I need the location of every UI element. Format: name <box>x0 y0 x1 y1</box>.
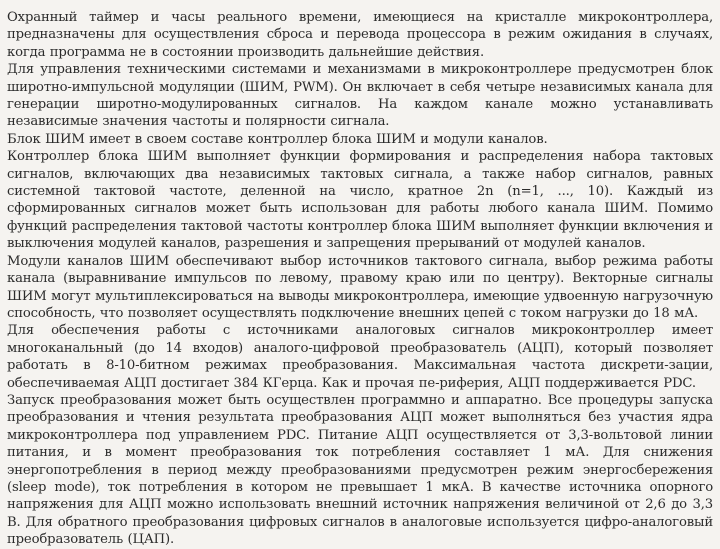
paragraph-text: Запуск преобразования может быть осуществлен программно и аппаратно. Все процедуры запуска преобразования и чтения результата преобразования АЦП может выполняться без участия ядра микроконтроллера под управлением PDC. Питание АЦП осуществляется от 3,3-вольтовой линии питания, и в момент преобразования ток потребления составляет 1 мА. Для снижения энергопотребления в период между преобразованиями предусмотрен режим энергосбережения (sleep mode), ток потребления в котором не превышает 1 мкА. В качестве источника опорного напряжения для АЦП можно использовать внешний источник напряжения величиной от 2,6 до 3,3 В. Для обратного преобразования цифровых сигналов в аналоговые используется цифро-аналоговый преобразователь (ЦАП). <box>7 392 718 548</box>
paragraph-pwm-channels <box>7 253 718 323</box>
paragraph-text: Охранный таймер и часы реального времени, имеющиеся на кристалле микроконтроллера, предназначены для осуществления сброса и перевода процессора в режим ожидания в случаях, когда программа не в состоянии производить дальнейшие действия. <box>7 10 718 60</box>
paragraph-text: Модули каналов ШИМ обеспечивают выбор источников тактового сигнала, выбор режима работы канала (выравнивание импульсов по левому, правому краю или по центру). Векторные сигналы ШИМ могут мультиплексироваться на выводы микроконтроллера, имеющие удвоенную нагрузочную способность, что позволяет осуществлять подключение внешних цепей с током нагрузки до 18 мА. <box>7 253 718 321</box>
paragraph-text: Контроллер блока ШИМ выполняет функции формирования и распределения набора тактовых сигналов, включающих два независимых тактовых сигнала, а также набор сигналов, равных системной тактовой частоте, деленной на число, кратное 2n (n=1, ..., 10). Каждый из сформированных сигналов может быть использован для работы любого канала ШИМ. Помимо функций распределения тактовой частоты контроллер блока ШИМ выполняет функции включения и выключения модулей каналов, разрешения и запрещения прерываний от модулей каналов. <box>7 149 718 252</box>
paragraph-adc-operation <box>7 392 718 549</box>
paragraph-pwm-intro <box>7 61 718 131</box>
paragraph-pwm-structure <box>7 131 713 148</box>
paragraph-text: Блок ШИМ имеет в своем составе контроллер блока ШИМ и модули каналов. <box>7 131 548 147</box>
paragraph-text: Для управления техническими системами и механизмами в микроконтроллере предусмотрен блок широтно-импульсной модуляции (ШИМ, PWM). Он включает в себя четыре независимых канала для генерации широтно-модулированных сигналов. На каждом канале можно устанавливать независимые значения частоты и полярности сигнала. <box>7 62 718 130</box>
paragraph-adc-intro <box>7 322 718 392</box>
paragraph-text: Для обеспечения работы с источниками аналоговых сигналов микроконтроллер имеет многоканальный (до 14 входов) аналого-цифровой преобразователь (АЦП), который позволяет работать в 8-10-битном режимах преобразования. Максимальная частота дискрети-зации, обеспечиваемая АЦП достигает 384 КГерца. Как и прочая пе-риферия, АЦП поддерживается PDC. <box>7 323 718 391</box>
paragraph-watchdog-rtc <box>7 9 718 61</box>
paragraph-pwm-controller <box>7 148 718 252</box>
